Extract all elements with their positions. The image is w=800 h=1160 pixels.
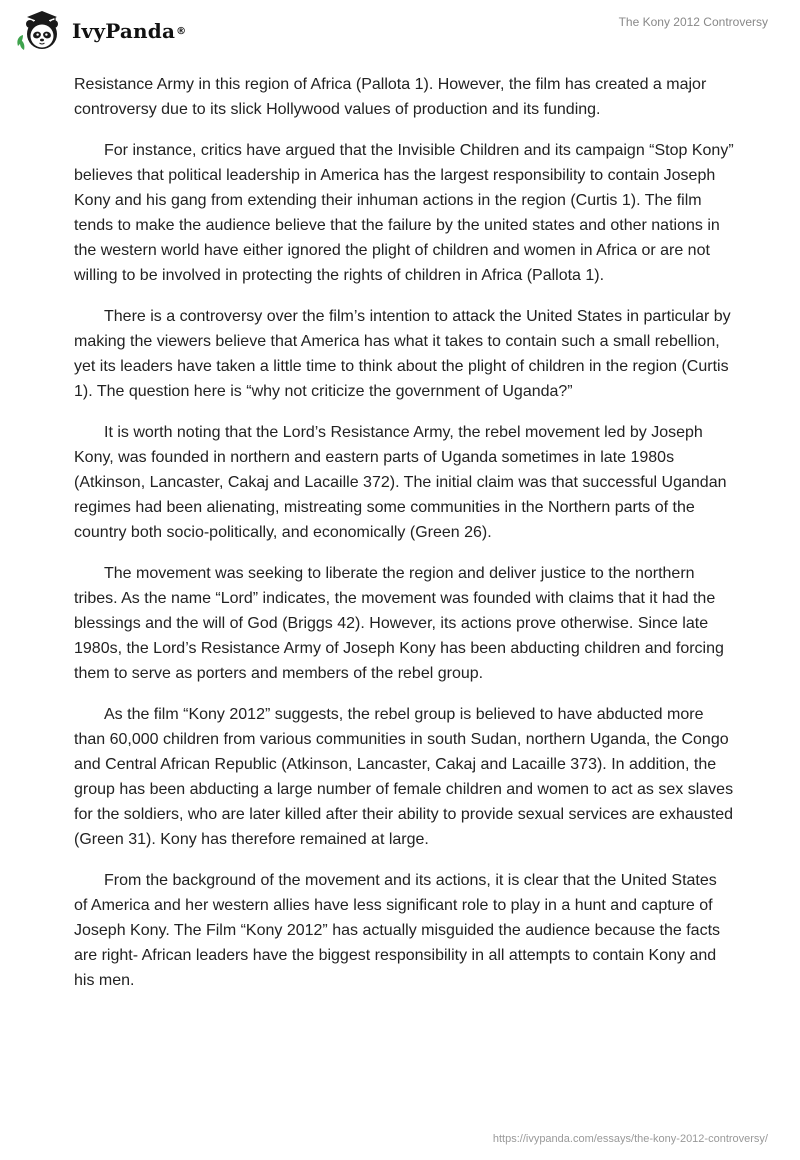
registered-mark: ® — [176, 25, 187, 37]
source-url[interactable]: https://ivypanda.com/essays/the-kony-2012-controversy/ — [492, 1133, 768, 1145]
paragraph: For instance, critics have argued that the Invisible Children and its campaign “Stop Kony” believes that political leadership in America has the largest responsibility to contain Joseph Kony and his gang from extending their inhuman actions in the region (Curtis 1). The film tends to make the audience believe that the failure by the united states and other nations in the western world have either ignored the plight of children and women in Africa or are not willing to be involved in protecting the rights of children in Africa (Pallota 1). — [74, 142, 734, 284]
paragraph: The movement was seeking to liberate the region and deliver justice to the northern tribes. As the name “Lord” indicates, the movement was founded with claims that it had the blessings and the will of God (Briggs 42). However, its actions prove otherwise. Since late 1980s, the Lord’s Resistance Army of Joseph Kony has been abducting children and forcing them to serve as porters and members of the rebel group. — [74, 565, 724, 682]
paragraph: It is worth noting that the Lord’s Resistance Army, the rebel movement led by Joseph Kony, was founded in northern and eastern parts of Uganda sometimes in late 1980s (Atkinson, Lancaster, Cakaj and Lacaille 372). The initial claim was that successful Ugandan regimes had been alienating, mistreating some communities in the Northern parts of the country both socio-politically, and economically (Green 26). — [74, 424, 727, 541]
paragraph: Resistance Army in this region of Africa (Pallota 1). However, the film has created a major controversy due to its slick Hollywood values of production and its funding. — [74, 76, 707, 118]
paragraph: From the background of the movement and its actions, it is clear that the United States of America and her western allies have less significant role to play in a hunt and capture of Joseph Kony. The Film “Kony 2012” has actually misguided the audience because the facts are right- African leaders have the biggest responsibility in all attempts to contain Kony and his men. — [74, 872, 721, 989]
ivypanda-logo[interactable] — [14, 8, 186, 54]
paragraph: As the film “Kony 2012” suggests, the rebel group is believed to have abducted more than 60,000 children from various communities in south Sudan, northern Uganda, the Congo and Central African Republic (Atkinson, Lancaster, Cakaj and Lacaille 373). In addition, the group has been abducting a large number of female children and women to act as sex slaves for the soldiers, who are later killed after their ability to provide sexual services are exhausted (Green 31). Kony has therefore remained at large. — [74, 706, 734, 848]
paragraph: There is a controversy over the film’s intention to attack the United States in particular by making the viewers believe that America has what it takes to contain such a small rebellion, yet its leaders have taken a little time to think about the plight of children in the region (Curtis 1). The question here is “why not criticize the government of Uganda?” — [74, 308, 731, 400]
page-header — [0, 0, 800, 60]
brand-name: IvyPanda — [72, 19, 176, 43]
essay-body — [74, 72, 734, 1009]
running-title: The Kony 2012 Controversy — [618, 15, 768, 29]
panda-graduation-cap-icon — [14, 8, 68, 54]
